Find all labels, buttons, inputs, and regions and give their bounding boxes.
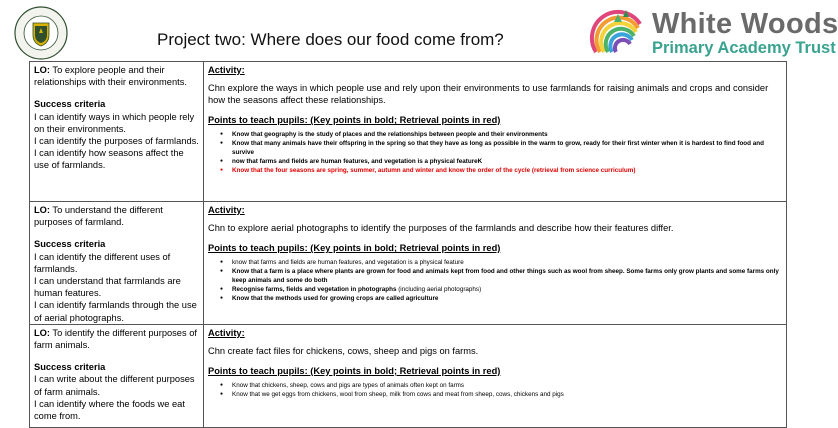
trust-name: White Woods (652, 8, 838, 40)
objective-cell (30, 62, 204, 202)
list-item: ● Know that the methods used for growing crops are called agriculture (222, 294, 782, 303)
list-item: ● Know that a farm is a place where plants are grown for food and animals kept from food and other things such as wool from sheep. Some farms only grow plants and some farms only keep animals and some do both (222, 267, 782, 285)
points-heading: Points to teach pupils: (Key points in bold; Retrieval points in red) (208, 115, 501, 125)
activity-label: Activity: (208, 205, 245, 215)
table-row (30, 324, 787, 427)
activity-cell (204, 62, 787, 202)
list-item: ● Recognise farms, fields and vegetation in photographs (including aerial photographs) (222, 285, 782, 294)
success-criteria-item: I can identify how seasons affect the use of farmlands. (34, 148, 184, 171)
activity-description: Chn to explore aerial photographs to identify the purposes of the farmlands and describe how their features differ. (208, 223, 674, 233)
points-heading: Points to teach pupils: (Key points in bold; Retrieval points in red) (208, 365, 501, 376)
learning-objective: LO: To understand the different purposes of farmland. (34, 205, 163, 228)
list-item: ● know that farms and fields are human features, and vegetation is a physical feature (222, 258, 782, 267)
activity-description: Chn create fact files for chickens, cows, sheep and pigs on farms. (208, 345, 479, 356)
success-criteria-title: Success criteria (34, 239, 106, 250)
success-criteria-item: I can identify where the foods we eat come from. (34, 398, 185, 422)
page-title: Project two: Where does our food come from? (157, 30, 504, 49)
objective-cell (30, 202, 204, 325)
success-criteria-title: Success criteria (34, 99, 106, 110)
activity-label: Activity: (208, 327, 245, 338)
success-criteria-item: I can understand that farmlands are human features. (34, 276, 181, 299)
success-criteria-title: Success criteria (34, 362, 106, 373)
trust-logo (588, 4, 838, 60)
success-criteria-item: I can identify the different uses of farmlands. (34, 251, 171, 274)
activity-description: Chn explore the ways in which people use and rely upon their environments to use farmlands for raising animals and crops and consider how the seasons affect these relationships. (208, 83, 769, 105)
trust-subtitle: Primary Academy Trust (652, 39, 836, 57)
planning-table (29, 61, 787, 428)
list-item: ● Know that many animals have their offspring in the spring so that they have as long as possible in the warm to grow, ready for their first winter when it is hardest to find food and survive (222, 139, 782, 157)
points-list (208, 130, 782, 175)
learning-objective: LO: To identify the different purposes of farm animals. (34, 327, 197, 351)
learning-objective: LO: To explore people and their relationships with their environments. (34, 65, 187, 88)
list-item: ● Know that the four seasons are spring, summer, autumn and winter and know the order of the cycle (retrieval from science curriculum) (222, 166, 782, 175)
page-header (0, 0, 838, 60)
list-item: ● Know that geography is the study of places and the relationships between people and their environments (222, 130, 782, 139)
table-row (30, 202, 787, 325)
list-item: ● Know that we get eggs from chickens, wool from sheep, milk from cows and meat from sheep, cows, chickens and pigs (222, 390, 782, 399)
activity-label: Activity: (208, 65, 245, 75)
list-item: ● now that farms and fields are human features, and vegetation is a physical featureK (222, 157, 782, 166)
success-criteria-item: I can identify farmlands through the use of aerial photographs. (34, 300, 197, 323)
points-heading: Points to teach pupils: (Key points in bold; Retrieval points in red) (208, 243, 501, 253)
points-list (208, 258, 782, 303)
points-list (208, 381, 782, 399)
success-criteria-item: I can identify the purposes of farmlands. (34, 136, 199, 147)
list-item: ● Know that chickens, sheep, cows and pigs are types of animals often kept on farms (222, 381, 782, 390)
rainbow-emblem-icon (588, 4, 648, 60)
objective-cell (30, 324, 204, 427)
activity-cell (204, 324, 787, 427)
activity-cell (204, 202, 787, 325)
success-criteria-item: I can write about the different purposes of farm animals. (34, 374, 195, 397)
school-badge-icon (14, 6, 68, 60)
table-row (30, 62, 787, 202)
success-criteria-item: I can identify ways in which people rely on their environments. (34, 111, 195, 134)
